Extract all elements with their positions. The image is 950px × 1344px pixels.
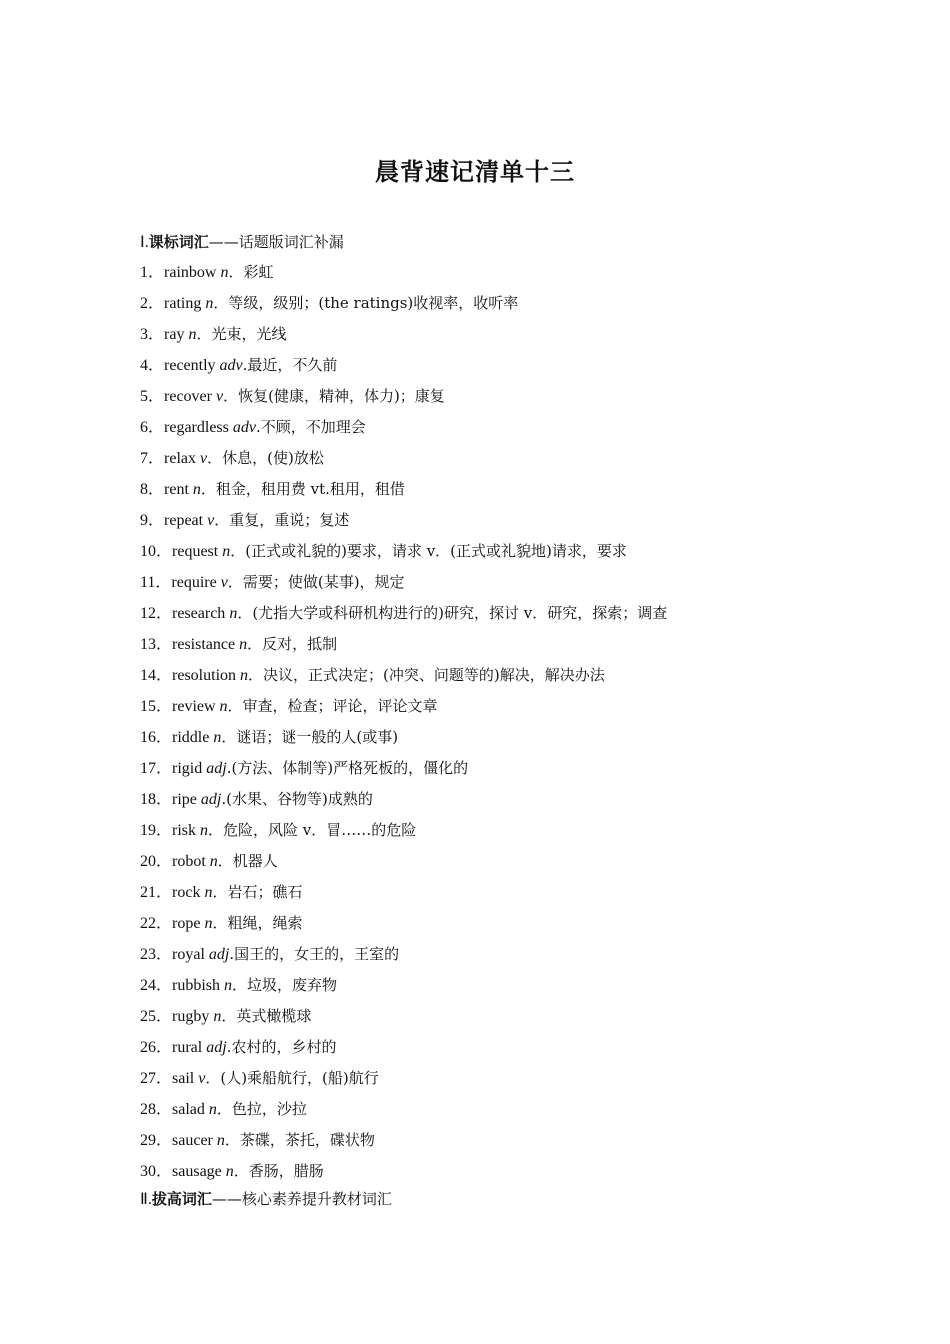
vocab-entry bbox=[140, 820, 667, 851]
section-heading-1 bbox=[140, 231, 344, 252]
entry-word: rock bbox=[172, 884, 205, 901]
vocab-entry bbox=[140, 1130, 667, 1161]
entry-definition: ．彩虹 bbox=[228, 263, 274, 281]
entry-word: royal bbox=[172, 946, 209, 963]
entry-definition: ．英式橄榄球 bbox=[221, 1007, 312, 1025]
entry-word: relax bbox=[164, 450, 200, 467]
entry-part-of-speech: n bbox=[192, 481, 201, 498]
entry-number: 28． bbox=[140, 1101, 173, 1118]
entry-word: salad bbox=[172, 1101, 209, 1118]
entry-part-of-speech: n bbox=[219, 698, 228, 715]
vocab-entry bbox=[140, 696, 667, 727]
vocab-entry bbox=[140, 417, 667, 448]
entry-word: rent bbox=[164, 481, 193, 498]
entry-part-of-speech: adj bbox=[206, 1039, 227, 1056]
section-numeral: Ⅰ. bbox=[140, 234, 149, 251]
entry-number: 9． bbox=[140, 512, 165, 529]
entry-part-of-speech: adv bbox=[232, 419, 256, 436]
entry-part-of-speech: n bbox=[216, 1132, 225, 1149]
entry-part-of-speech: adj bbox=[208, 946, 230, 963]
entry-part-of-speech: n bbox=[229, 605, 238, 622]
vocab-entry bbox=[140, 603, 667, 634]
entry-number: 18． bbox=[140, 791, 173, 808]
entry-part-of-speech: n bbox=[209, 853, 218, 870]
entry-part-of-speech: n bbox=[240, 667, 249, 684]
entry-definition: .不顾，不加理会 bbox=[255, 418, 366, 436]
entry-number: 20． bbox=[140, 853, 173, 870]
entry-word: rural bbox=[172, 1039, 207, 1056]
vocab-entry bbox=[140, 1068, 667, 1099]
entry-number: 22． bbox=[140, 915, 173, 932]
entry-definition: ．(正式或礼貌的)要求，请求 v．(正式或礼貌地)请求，要求 bbox=[230, 542, 627, 560]
vocab-entry bbox=[140, 913, 667, 944]
entry-part-of-speech: v bbox=[215, 388, 224, 405]
entry-number: 1． bbox=[140, 264, 165, 281]
vocab-entry bbox=[140, 262, 667, 293]
entry-definition: ．休息，(使)放松 bbox=[207, 449, 324, 467]
vocab-entry bbox=[140, 1099, 667, 1130]
vocab-entry bbox=[140, 572, 667, 603]
entry-definition: ．恢复(健康，精神，体力)；康复 bbox=[223, 387, 445, 405]
vocabulary-list bbox=[140, 262, 667, 1192]
entry-word: rainbow bbox=[164, 264, 221, 281]
vocab-entry bbox=[140, 758, 667, 789]
section-label: 拔高词汇 bbox=[151, 1190, 212, 1208]
entry-definition: ．香肠，腊肠 bbox=[233, 1162, 324, 1180]
entry-part-of-speech: n bbox=[222, 543, 231, 560]
entry-word: risk bbox=[172, 822, 201, 839]
entry-definition: ．租金，租用费 vt.租用，租借 bbox=[200, 480, 405, 498]
entry-word: ripe bbox=[172, 791, 201, 808]
entry-number: 24． bbox=[140, 977, 173, 994]
entry-definition: ．谜语；谜一般的人(或事) bbox=[221, 728, 399, 746]
entry-word: sausage bbox=[172, 1163, 226, 1180]
entry-word: saucer bbox=[172, 1132, 217, 1149]
vocab-entry bbox=[140, 1006, 667, 1037]
vocab-entry bbox=[140, 510, 667, 541]
entry-part-of-speech: n bbox=[205, 295, 214, 312]
entry-number: 6． bbox=[140, 419, 165, 436]
entry-number: 25． bbox=[140, 1008, 173, 1025]
entry-number: 23． bbox=[140, 946, 173, 963]
entry-number: 12． bbox=[140, 605, 173, 622]
entry-definition: .(方法、体制等)严格死板的，僵化的 bbox=[226, 759, 469, 777]
entry-part-of-speech: n bbox=[213, 729, 222, 746]
entry-number: 29． bbox=[140, 1132, 173, 1149]
entry-definition: ．(尤指大学或科研机构进行的)研究，探讨 v．研究，探索；调查 bbox=[237, 604, 668, 622]
section-numeral: Ⅱ. bbox=[140, 1191, 152, 1208]
entry-word: research bbox=[172, 605, 230, 622]
entry-definition: ．垃圾，废弃物 bbox=[232, 976, 338, 994]
entry-part-of-speech: n bbox=[225, 1163, 234, 1180]
entry-number: 15． bbox=[140, 698, 173, 715]
entry-number: 13． bbox=[140, 636, 173, 653]
entry-definition: ．色拉，沙拉 bbox=[216, 1100, 307, 1118]
entry-part-of-speech: n bbox=[220, 264, 229, 281]
entry-part-of-speech: n bbox=[213, 1008, 222, 1025]
vocab-entry bbox=[140, 1037, 667, 1068]
vocab-entry bbox=[140, 293, 667, 324]
entry-part-of-speech: adj bbox=[200, 791, 222, 808]
vocab-entry bbox=[140, 882, 667, 913]
page-title: 晨背速记清单十三 bbox=[375, 158, 575, 186]
entry-definition: .(水果、谷物等)成熟的 bbox=[221, 790, 373, 808]
entry-word: rope bbox=[172, 915, 205, 932]
entry-number: 11． bbox=[140, 574, 172, 591]
entry-definition: ．粗绳，绳索 bbox=[212, 914, 303, 932]
entry-definition: ．决议，正式决定；(冲突、问题等的)解决，解决办法 bbox=[248, 666, 605, 684]
entry-part-of-speech: n bbox=[239, 636, 248, 653]
entry-part-of-speech: n bbox=[204, 884, 213, 901]
entry-word: rubbish bbox=[172, 977, 225, 994]
vocab-entry bbox=[140, 324, 667, 355]
entry-word: resolution bbox=[172, 667, 241, 684]
entry-part-of-speech: v bbox=[220, 574, 228, 591]
entry-part-of-speech: n bbox=[200, 822, 209, 839]
vocab-entry bbox=[140, 975, 667, 1006]
entry-word: resistance bbox=[172, 636, 240, 653]
entry-part-of-speech: n bbox=[204, 915, 213, 932]
entry-part-of-speech: n bbox=[208, 1101, 217, 1118]
entry-number: 10． bbox=[140, 543, 173, 560]
vocab-entry bbox=[140, 386, 667, 417]
entry-word: rating bbox=[164, 295, 206, 312]
vocab-entry bbox=[140, 479, 667, 510]
entry-definition: ．光束，光线 bbox=[196, 325, 287, 343]
entry-definition: ．重复，重说；复述 bbox=[214, 511, 350, 529]
section-subtitle: ——话题版词汇补漏 bbox=[208, 233, 344, 251]
entry-number: 5． bbox=[140, 388, 165, 405]
entry-part-of-speech: n bbox=[188, 326, 197, 343]
vocab-entry bbox=[140, 944, 667, 975]
entry-word: riddle bbox=[172, 729, 214, 746]
vocab-entry bbox=[140, 448, 667, 479]
entry-word: request bbox=[172, 543, 223, 560]
entry-part-of-speech: adj bbox=[206, 760, 227, 777]
entry-number: 30． bbox=[140, 1163, 173, 1180]
vocab-entry bbox=[140, 634, 667, 665]
vocab-entry bbox=[140, 665, 667, 696]
entry-definition: ．需要；使做(某事)，规定 bbox=[227, 573, 405, 591]
entry-number: 26． bbox=[140, 1039, 173, 1056]
vocab-entry bbox=[140, 355, 667, 386]
entry-part-of-speech: v bbox=[198, 1070, 206, 1087]
entry-word: sail bbox=[172, 1070, 199, 1087]
entry-word: require bbox=[171, 574, 221, 591]
entry-number: 8． bbox=[140, 481, 165, 498]
entry-number: 4． bbox=[140, 357, 165, 374]
entry-number: 7． bbox=[140, 450, 165, 467]
entry-number: 2． bbox=[140, 295, 165, 312]
entry-number: 27． bbox=[140, 1070, 173, 1087]
entry-part-of-speech: adv bbox=[219, 357, 243, 374]
entry-definition: ．茶碟，茶托，碟状物 bbox=[224, 1131, 375, 1149]
vocab-entry bbox=[140, 541, 667, 572]
entry-word: recently bbox=[164, 357, 220, 374]
entry-definition: ．危险，风险 v．冒……的危险 bbox=[208, 821, 417, 839]
entry-number: 19． bbox=[140, 822, 173, 839]
entry-definition: .最近，不久前 bbox=[242, 356, 338, 374]
entry-word: review bbox=[172, 698, 220, 715]
entry-word: rigid bbox=[172, 760, 207, 777]
entry-word: regardless bbox=[164, 419, 233, 436]
entry-definition: ．(人)乘船航行，(船)航行 bbox=[205, 1069, 379, 1087]
entry-definition: ．岩石；礁石 bbox=[212, 883, 303, 901]
entry-part-of-speech: n bbox=[224, 977, 233, 994]
entry-number: 3． bbox=[140, 326, 165, 343]
entry-definition: ．反对，抵制 bbox=[247, 635, 338, 653]
section-label: 课标词汇 bbox=[148, 233, 209, 251]
entry-part-of-speech: v bbox=[207, 512, 215, 529]
vocab-entry bbox=[140, 727, 667, 758]
entry-number: 17． bbox=[140, 760, 173, 777]
entry-word: repeat bbox=[164, 512, 208, 529]
entry-number: 21． bbox=[140, 884, 173, 901]
entry-number: 14． bbox=[140, 667, 173, 684]
entry-number: 16． bbox=[140, 729, 173, 746]
section-heading-2 bbox=[140, 1188, 392, 1209]
entry-part-of-speech: v bbox=[200, 450, 208, 467]
entry-word: recover bbox=[164, 388, 216, 405]
entry-definition: .国王的，女王的，王室的 bbox=[229, 945, 400, 963]
section-subtitle: ——核心素养提升教材词汇 bbox=[211, 1190, 392, 1208]
entry-word: rugby bbox=[172, 1008, 214, 1025]
entry-word: ray bbox=[164, 326, 189, 343]
entry-definition: ．等级，级别；(the ratings)收视率，收听率 bbox=[213, 294, 519, 312]
entry-definition: ．审查，检查；评论，评论文章 bbox=[227, 697, 438, 715]
vocab-entry bbox=[140, 789, 667, 820]
entry-word: robot bbox=[172, 853, 210, 870]
vocab-entry bbox=[140, 851, 667, 882]
entry-definition: .农村的，乡村的 bbox=[226, 1038, 337, 1056]
entry-definition: ．机器人 bbox=[217, 852, 278, 870]
